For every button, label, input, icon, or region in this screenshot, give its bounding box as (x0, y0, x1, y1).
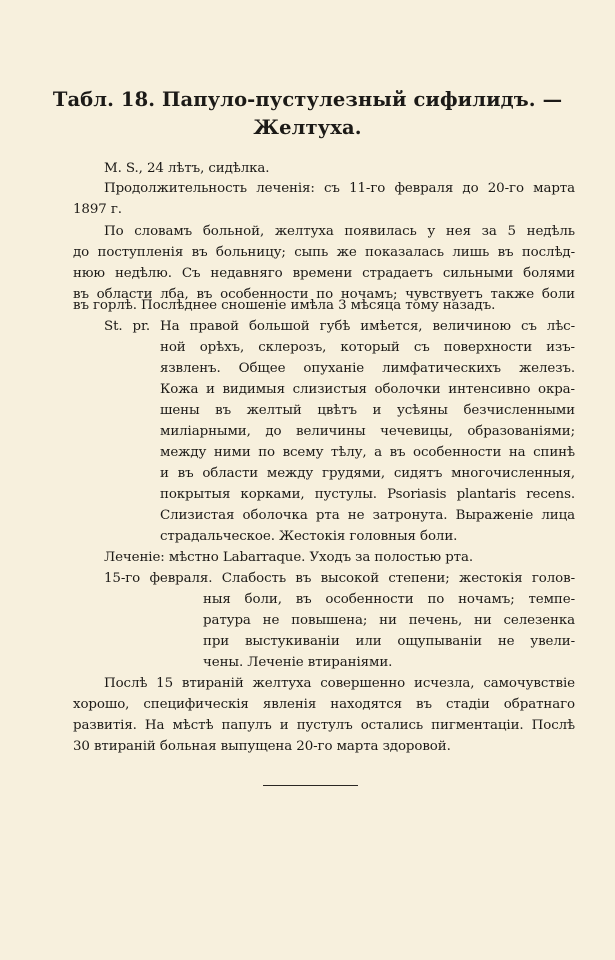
treatment-line: Леченіе: мѣстно Labarraque. Уходъ за полостью рта. (104, 550, 474, 565)
outcome-line: 30 втираній больная выпущена 20-го марта здоровой. (73, 739, 451, 754)
title-line-1: Табл. 18. Папуло-пустулезный сифилидъ. — (52, 88, 563, 111)
status-line: между ними по всему тѣлу, а въ особенности на спинѣ (160, 445, 575, 460)
outcome-line: развитія. На мѣстѣ папулъ и пустулъ остались пигментаціи. Послѣ (73, 718, 575, 733)
status-line: и въ области между грудями, сидятъ многочисленныя, (160, 466, 575, 481)
closing-rule (263, 785, 358, 786)
outcome-line: хорошо, специфическія явленія находятся въ стадіи обратнаго (73, 697, 575, 712)
history-line: По словамъ больной, желтуха появилась у нея за 5 недѣль (104, 224, 575, 239)
table-title (40, 86, 575, 142)
status-line: миліарными, до величины чечевицы, образованіями; (160, 424, 575, 439)
feb15-line: ныя боли, въ особенности по ночамъ; темпе- (203, 592, 575, 607)
status-line: Слизистая оболочка рта не затронута. Выраженіе лица (160, 508, 575, 523)
history-line: въ горлѣ. Послѣднее сношеніе имѣла 3 мѣсяца тому назадъ. (73, 298, 496, 313)
status-line: Кожа и видимыя слизистыя оболочки интенсивно окра- (160, 382, 575, 397)
duration-line: Продолжительность леченія: съ 11-го февраля до 20-го марта (104, 181, 575, 196)
title-line-2: Желтуха. (253, 116, 362, 139)
status-line: ной орѣхъ, склерозъ, который съ поверхности изъ- (160, 340, 575, 355)
history-line: до поступленія въ больницу; сыпь же показалась лишь въ послѣд- (73, 245, 575, 260)
history-line: въ области лба, въ особенности по ночамъ; чувствуетъ также боли (73, 287, 575, 302)
status-line: шены въ желтый цвѣтъ и усѣяны безчисленными (160, 403, 575, 418)
patient-line: M. S., 24 лѣтъ, сидѣлка. (104, 161, 270, 176)
feb15-line: 15-го февраля. Слабость въ высокой степени; жестокія голов- (104, 571, 575, 586)
feb15-line: чены. Леченіе втираніями. (203, 655, 393, 670)
history-line: нюю недѣлю. Съ недавняго времени страдаетъ сильными болями (73, 266, 575, 281)
status-line: язвленъ. Общее опуханіе лимфатическихъ железъ. (160, 361, 575, 376)
outcome-line: Послѣ 15 втираній желтуха совершенно исчезла, самочувствіе (104, 676, 575, 691)
status-line: St. pr. На правой большой губѣ имѣется, величиною съ лѣс- (104, 319, 575, 334)
feb15-line: ратура не повышена; ни печень, ни селезенка (203, 613, 575, 628)
status-line: покрытыя корками, пустулы. Psoriasis plantaris recens. (160, 487, 575, 502)
status-line: страдальческое. Жестокія головныя боли. (160, 529, 458, 544)
feb15-line: при выстукиваніи или ощупываніи не увели- (203, 634, 575, 649)
duration-year-line: 1897 г. (73, 202, 122, 217)
